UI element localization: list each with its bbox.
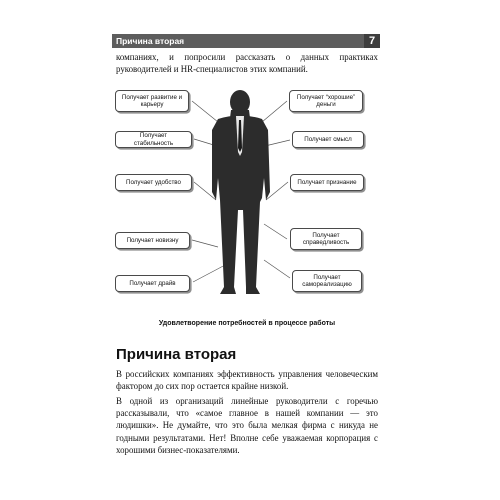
callout-money: Получает “хорошие” деньги	[289, 90, 363, 112]
body-paragraph-2: В одной из организаций линейные руководители с горечью рассказывали, что «самое главное в нашей компании — это людишки». Не думайте, что это была мелкая фирма с никуда не годными результатами. Нет! Вполне себе уважаемая корпорация с хорошими бизнес-показателями.	[116, 396, 378, 455]
intro-paragraph: компаниях, и попросили рассказать о данных практиках руководителей и HR-специалистов этих компаний.	[116, 52, 378, 75]
body-paragraph-1: В российских компаниях эффективность управления человеческим фактором до сих пор остается крайне низкой.	[116, 369, 378, 392]
callout-novelty: Получает новизну	[115, 232, 190, 249]
callout-meaning: Получает смысл	[292, 131, 364, 148]
chapter-header-title: Причина вторая	[116, 36, 185, 46]
page-number: 7	[364, 34, 380, 48]
callout-fairness: Получает справедливость	[290, 228, 362, 250]
figure-caption: Удовлетворение потребностей в процессе работы	[158, 320, 336, 327]
callout-self-realization: Получает самореализацию	[292, 270, 362, 292]
callout-career: Получает развитие и карьеру	[115, 90, 189, 112]
callout-stability: Получает стабильность	[115, 131, 192, 148]
figure-needs	[100, 82, 400, 308]
callout-recognition: Получает признание	[290, 174, 364, 191]
callout-drive: Получает драйв	[115, 275, 190, 292]
section-heading: Причина вторая	[116, 346, 237, 363]
callout-convenience: Получает удобство	[115, 174, 192, 191]
